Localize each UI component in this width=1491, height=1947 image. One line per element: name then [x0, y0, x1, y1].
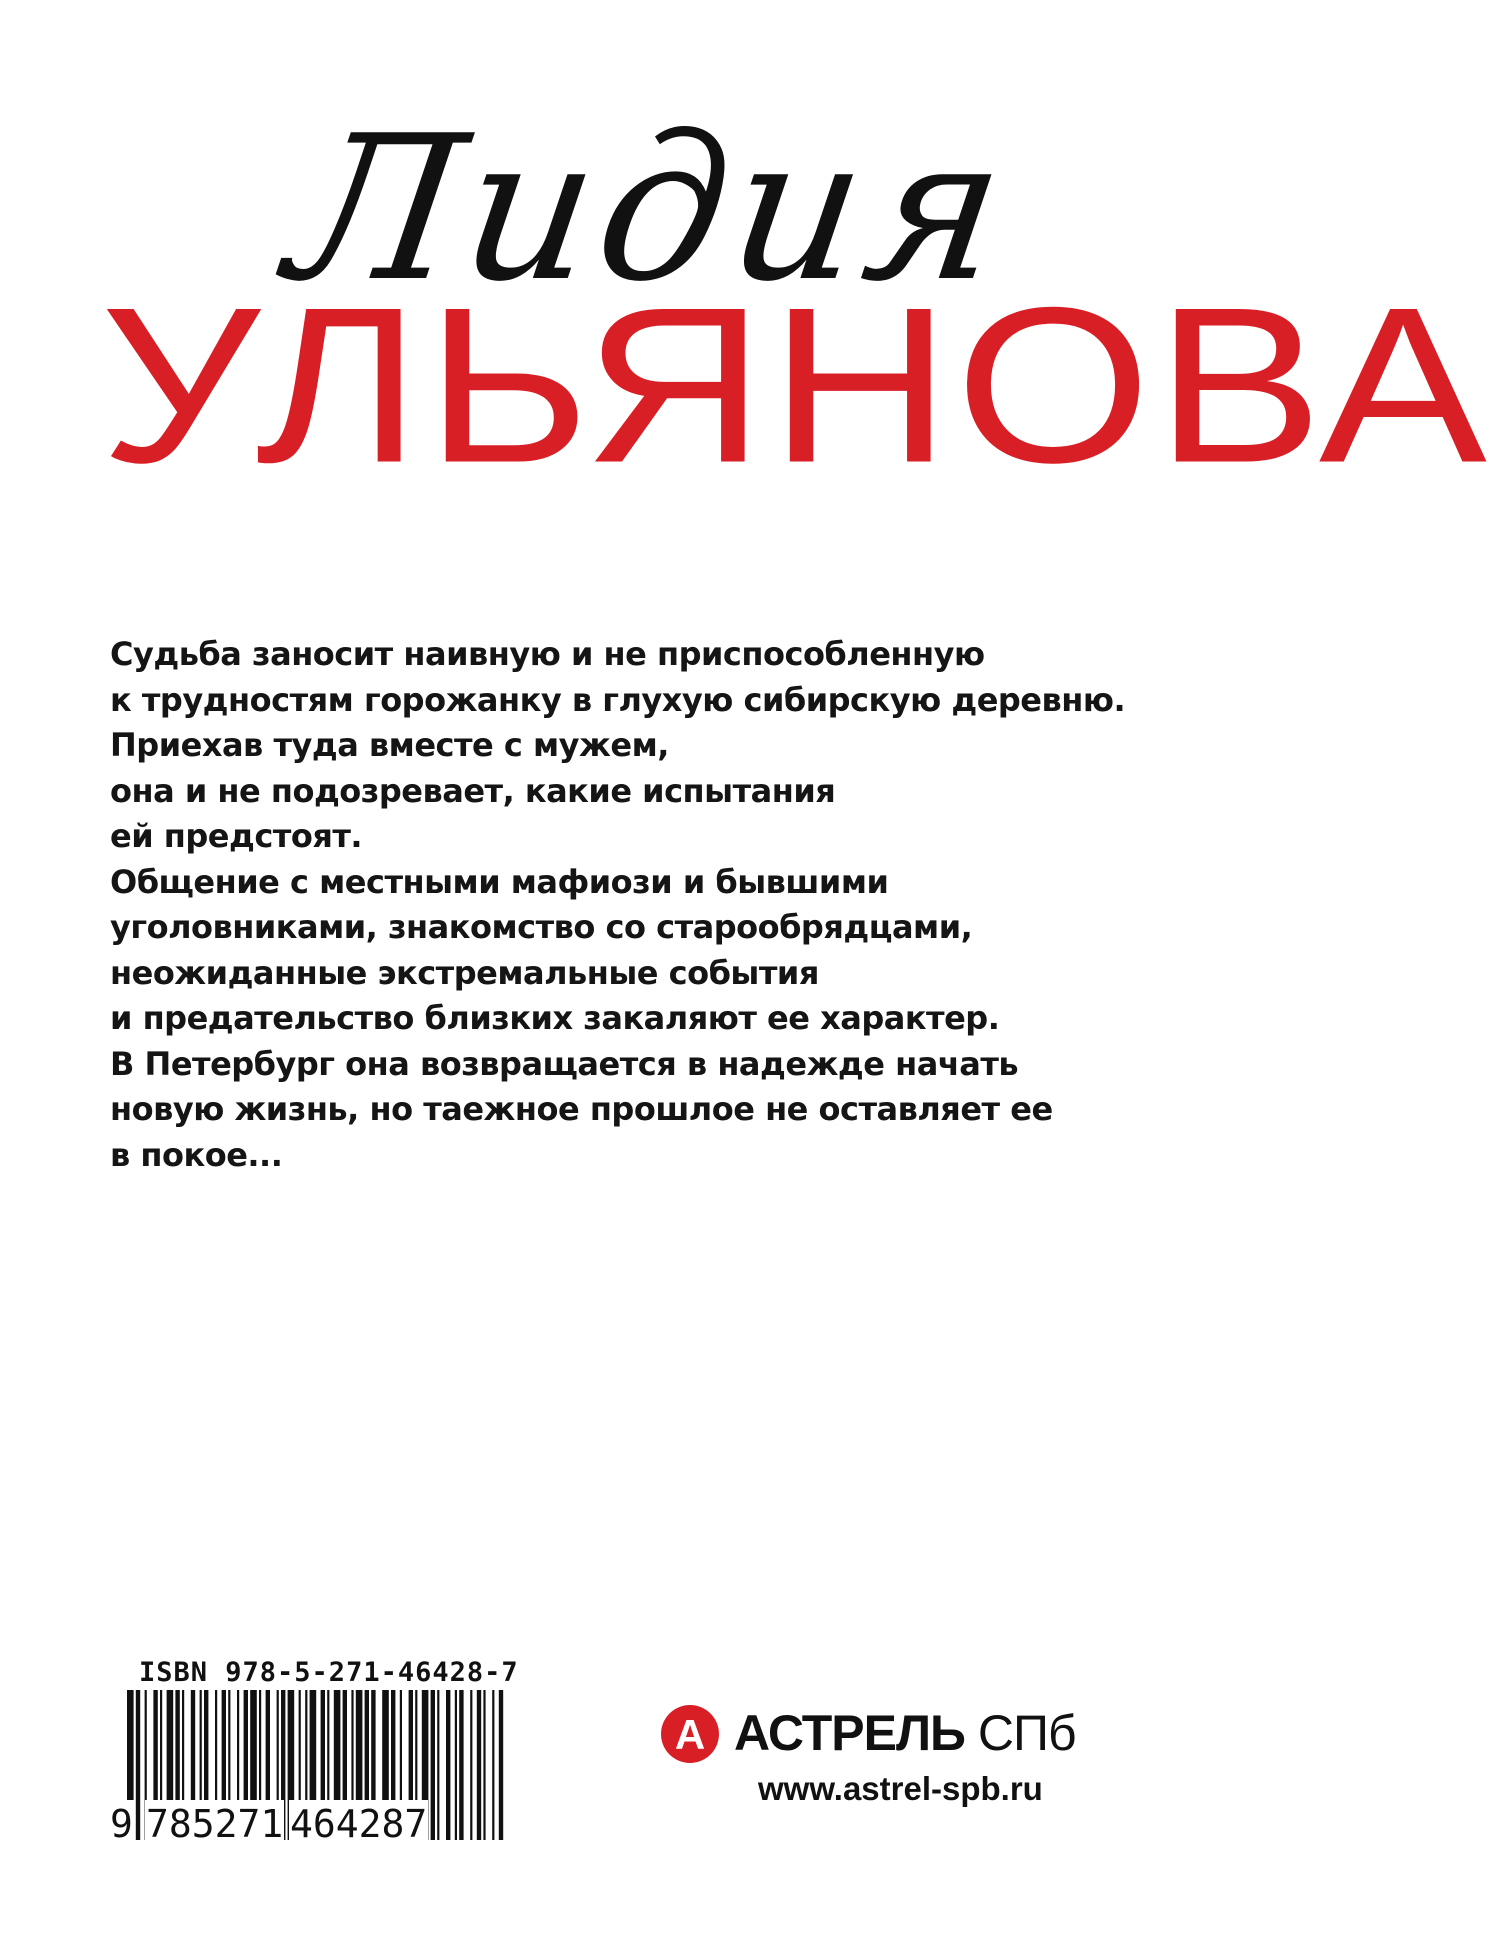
publisher-name [734, 1704, 1076, 1762]
publisher-name-main: АСТРЕЛЬ [734, 1705, 965, 1761]
author-last-name: УЛЬЯНОВА [100, 261, 1491, 510]
blurb-line: новую жизнь, но таежное прошлое не оставляет ее [110, 1090, 1053, 1128]
blurb-line: к трудностям горожанку в глухую сибирскую деревню. [110, 680, 1126, 719]
blurb-line: Судьба заносит наивную и не приспособленную [110, 635, 985, 673]
publisher-logo-letter: А [674, 1711, 706, 1758]
barcode-digits-left: 785271 [146, 1802, 284, 1846]
blurb-line: неожиданные экстремальные события [110, 953, 819, 992]
blurb-line: Приехав туда вместе с мужем, [110, 726, 669, 764]
blurb-line: в покое... [110, 1135, 283, 1174]
author-first-name: Лидия [276, 93, 1023, 326]
barcode-digits [111, 1800, 511, 1848]
blurb-line: Общение с местными мафиози и бывшими [110, 862, 889, 901]
publisher-logo-icon [660, 1704, 720, 1764]
book-blurb [110, 632, 1126, 1178]
blurb-line: В Петербург она возвращается в надежде начать [110, 1044, 1019, 1083]
publisher-block [650, 1700, 1130, 1820]
isbn-label: ISBN 978-5-271-46428-7 [139, 1657, 519, 1688]
blurb-line: уголовниками, знакомство со старообрядцами, [110, 908, 973, 946]
barcode-digit-first: 9 [110, 1802, 133, 1846]
publisher-url: www.astrel-spb.ru [758, 1770, 1043, 1807]
barcode-digits-right: 464287 [290, 1802, 428, 1846]
blurb-line: и предательство близких закаляют ее характер. [110, 999, 1000, 1037]
blurb-line: она и не подозревает, какие испытания [110, 771, 836, 810]
publisher-name-suffix: СПб [977, 1705, 1076, 1761]
blurb-line: ей предстоят. [110, 817, 363, 855]
